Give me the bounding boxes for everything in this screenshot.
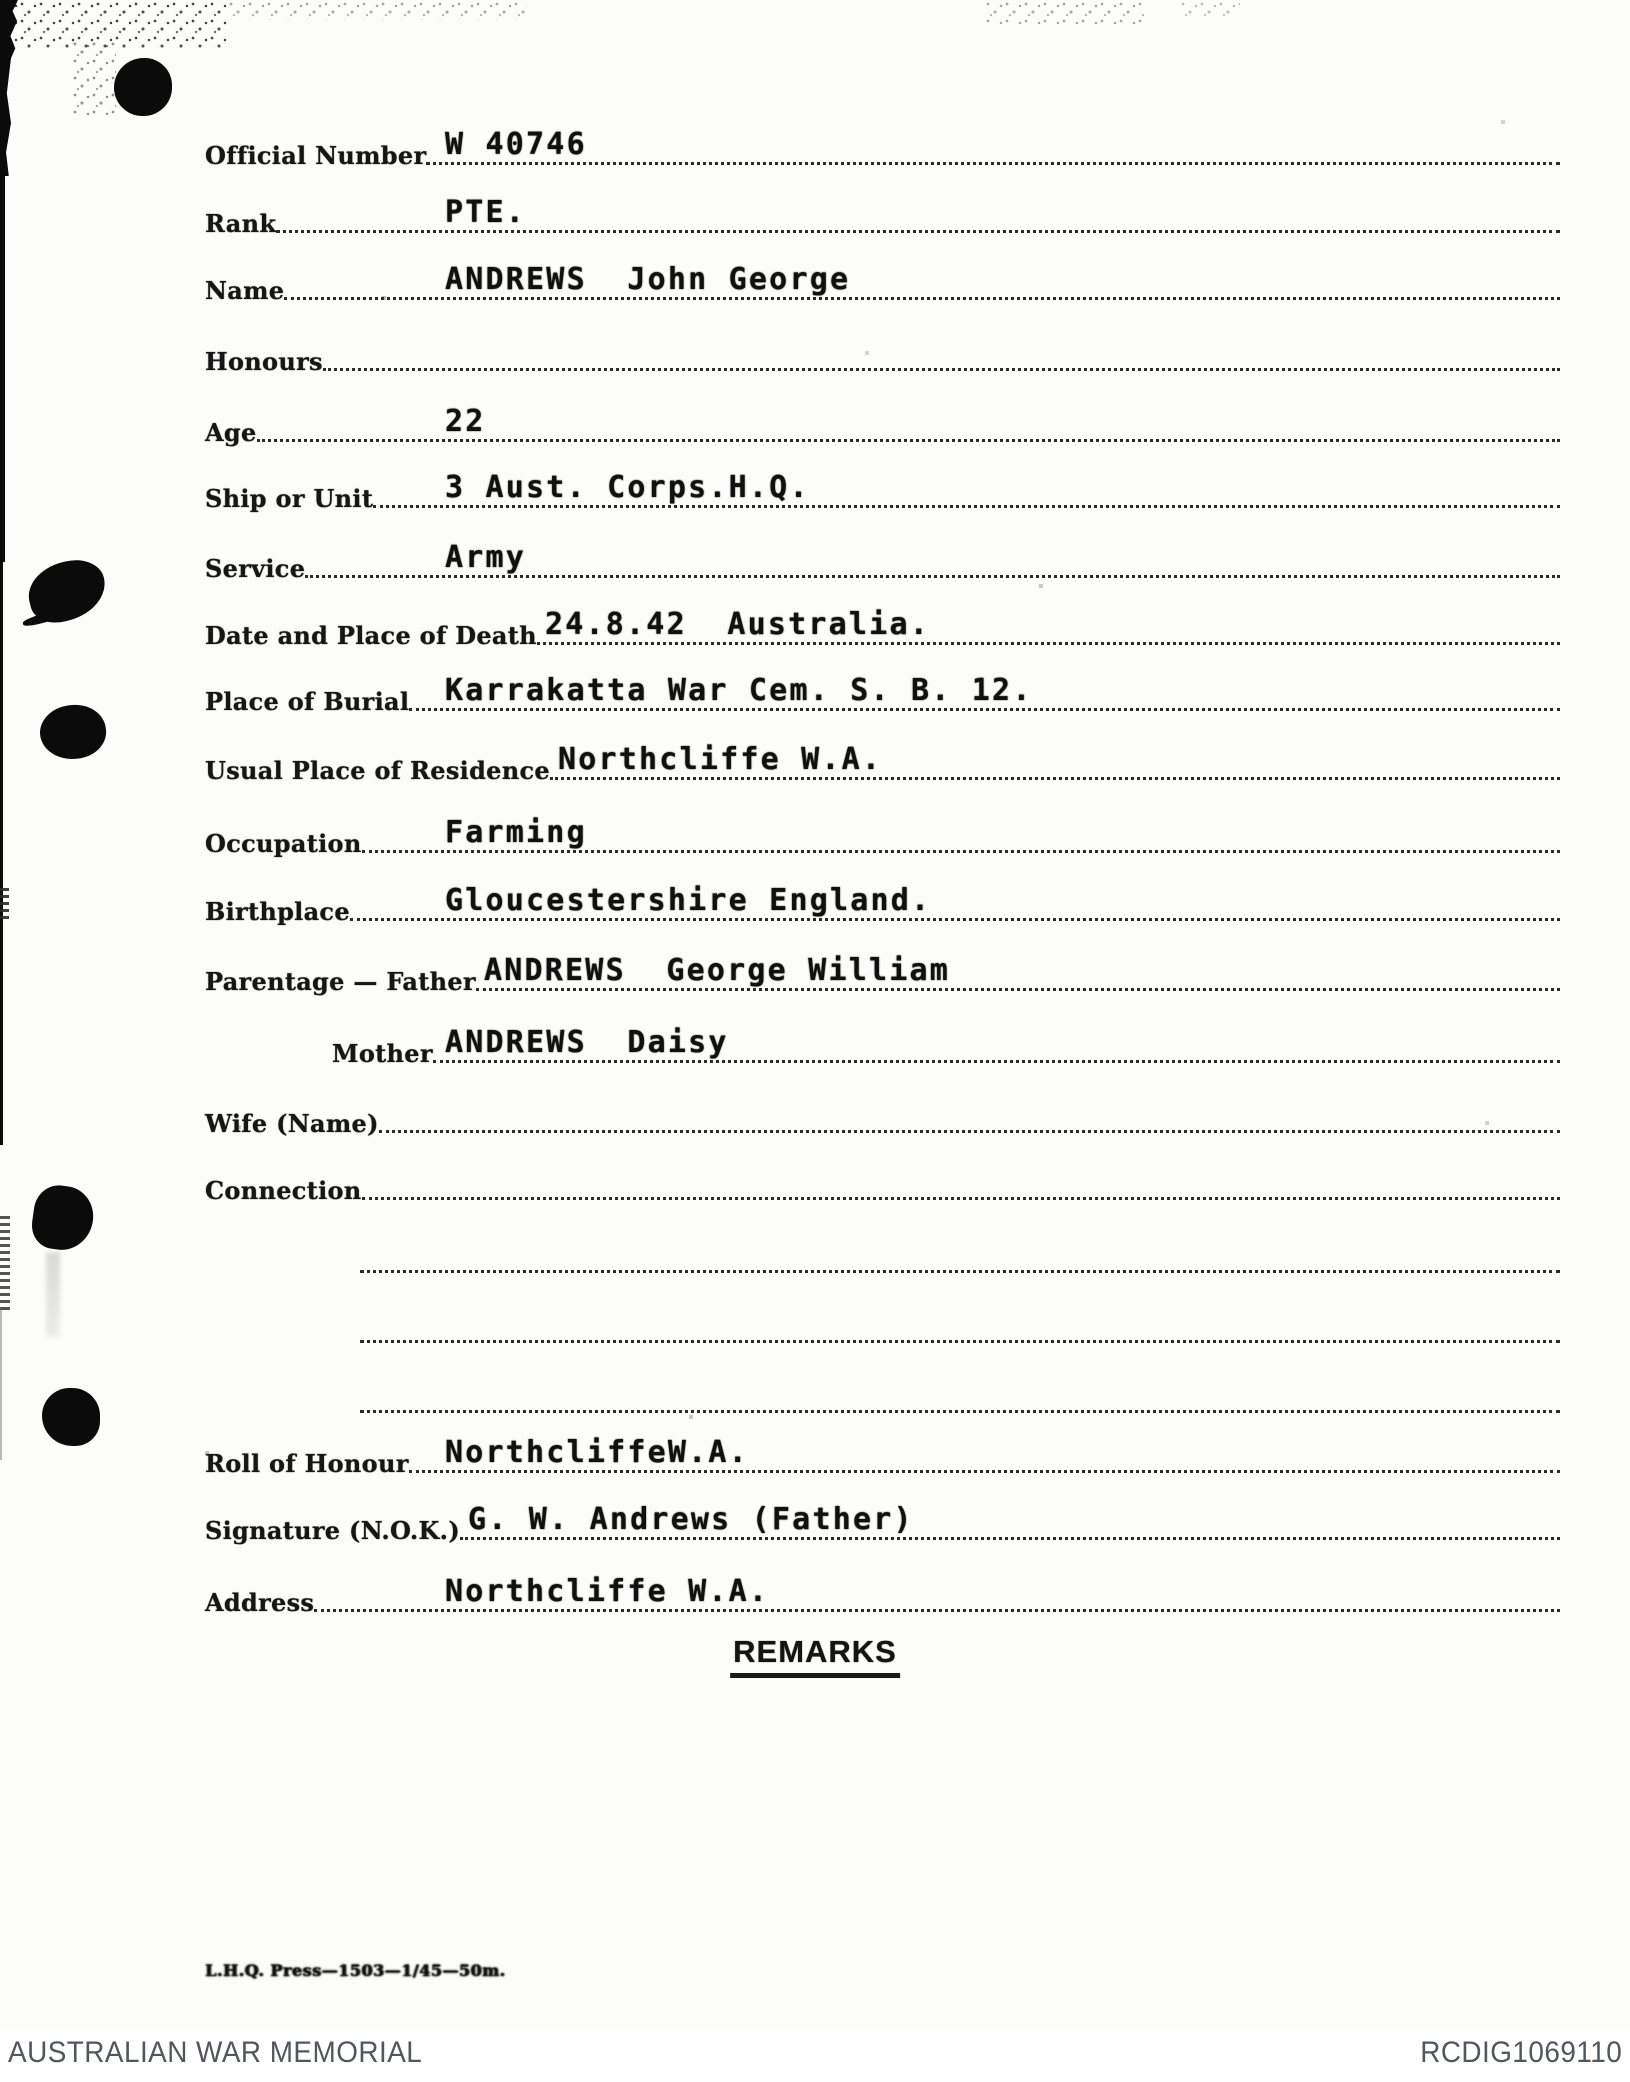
continuation-dotted-line (360, 1336, 1560, 1343)
row-parentage-mother (332, 1017, 1560, 1068)
printers-imprint: L.H.Q. Press—1503—1/45—50m. (205, 1961, 506, 1980)
field-label: Service (205, 554, 306, 583)
row-wife-name (205, 1087, 1560, 1138)
field-label: Parentage — Father (205, 967, 476, 996)
hole-punch-mark-2 (37, 702, 108, 763)
field-value: 3 Aust. Corps.H.Q. (445, 470, 810, 505)
hole-punch-mark-1 (114, 58, 172, 116)
row-roll-of-honour (205, 1427, 1560, 1478)
field-label: Honours (205, 347, 323, 376)
dotted-line (379, 1084, 1560, 1133)
row-ship-or-unit (205, 462, 1560, 513)
row-age (205, 396, 1560, 447)
field-value: Northcliffe W.A. (445, 1574, 770, 1609)
field-value: PTE. (445, 195, 527, 230)
continuation-dotted-line (360, 1406, 1560, 1413)
scan-noise-top-right-2 (1180, 0, 1240, 18)
field-value: 22 (445, 404, 486, 439)
row-date-place-of-death (205, 599, 1560, 650)
field-value: W 40746 (445, 127, 587, 162)
continuation-dotted-line (360, 1266, 1560, 1273)
field-value: ANDREWS Daisy (445, 1025, 729, 1060)
row-address (205, 1566, 1560, 1617)
hole-punch-mark-4 (42, 1388, 100, 1446)
field-value: ANDREWS George William (484, 953, 951, 988)
scan-dust (0, 0, 2, 2)
row-signature-nok (205, 1494, 1560, 1545)
field-label: Mother (332, 1039, 433, 1068)
record-id: RCDIG1069110 (1419, 2036, 1622, 2069)
field-value: Gloucestershire England. (445, 883, 932, 918)
archive-name: AUSTRALIAN WAR MEMORIAL (8, 2036, 423, 2069)
field-label: Rank (205, 209, 277, 238)
scan-noise-top-right (985, 0, 1145, 24)
field-value: Karrakatta War Cem. S. B. 12. (445, 673, 1033, 708)
dotted-line (362, 1151, 1560, 1200)
field-value: 24.8.42 Australia. (545, 607, 930, 642)
dotted-line (323, 322, 1560, 371)
row-honours (205, 325, 1560, 376)
field-label: Official Number (205, 141, 427, 170)
field-label: Usual Place of Residence (205, 756, 550, 785)
row-usual-place-of-residence (205, 734, 1560, 785)
scan-edge-mid (0, 170, 5, 562)
row-occupation (205, 807, 1560, 858)
field-value: Army (445, 540, 527, 575)
field-value: G. W. Andrews (Father) (468, 1502, 914, 1537)
field-label: Roll of Honour (205, 1449, 409, 1478)
field-label: Place of Burial (205, 687, 410, 716)
digitisation-footer (0, 2030, 1630, 2082)
field-value: Farming (445, 815, 587, 850)
field-value: ANDREWS John George (445, 262, 851, 297)
dotted-line (426, 116, 1560, 165)
row-birthplace (205, 875, 1560, 926)
field-label: Occupation (205, 829, 362, 858)
row-place-of-burial (205, 665, 1560, 716)
row-connection (205, 1154, 1560, 1205)
row-parentage-father (205, 945, 1560, 996)
field-value: Northcliffe W.A. (558, 742, 883, 777)
scan-edge-faint (0, 1310, 2, 1460)
row-service (205, 532, 1560, 583)
scan-edge-stripe (0, 885, 9, 919)
scan-edge-upper (0, 58, 11, 176)
scan-edge-lower (0, 560, 3, 1145)
scan-edge-stripe-2 (0, 1215, 10, 1310)
field-label: Ship or Unit (205, 484, 374, 513)
scan-noise-left (72, 40, 116, 115)
ink-smudge (46, 1252, 60, 1337)
remarks-heading: REMARKS (730, 1634, 900, 1678)
hole-punch-mark-3 (29, 1182, 97, 1254)
row-rank (205, 187, 1560, 238)
field-label: Wife (Name) (205, 1109, 379, 1138)
field-value: NorthcliffeW.A. (445, 1435, 749, 1470)
field-label: Address (205, 1588, 315, 1617)
field-label: Age (205, 418, 257, 447)
field-label: Connection (205, 1176, 362, 1205)
field-label: Signature (N.O.K.) (205, 1516, 460, 1545)
field-label: Name (205, 276, 285, 305)
row-official-number (205, 119, 1560, 170)
field-label: Birthplace (205, 897, 350, 926)
field-label: Date and Place of Death (205, 621, 537, 650)
scan-noise-top (228, 0, 528, 20)
row-name (205, 254, 1560, 305)
